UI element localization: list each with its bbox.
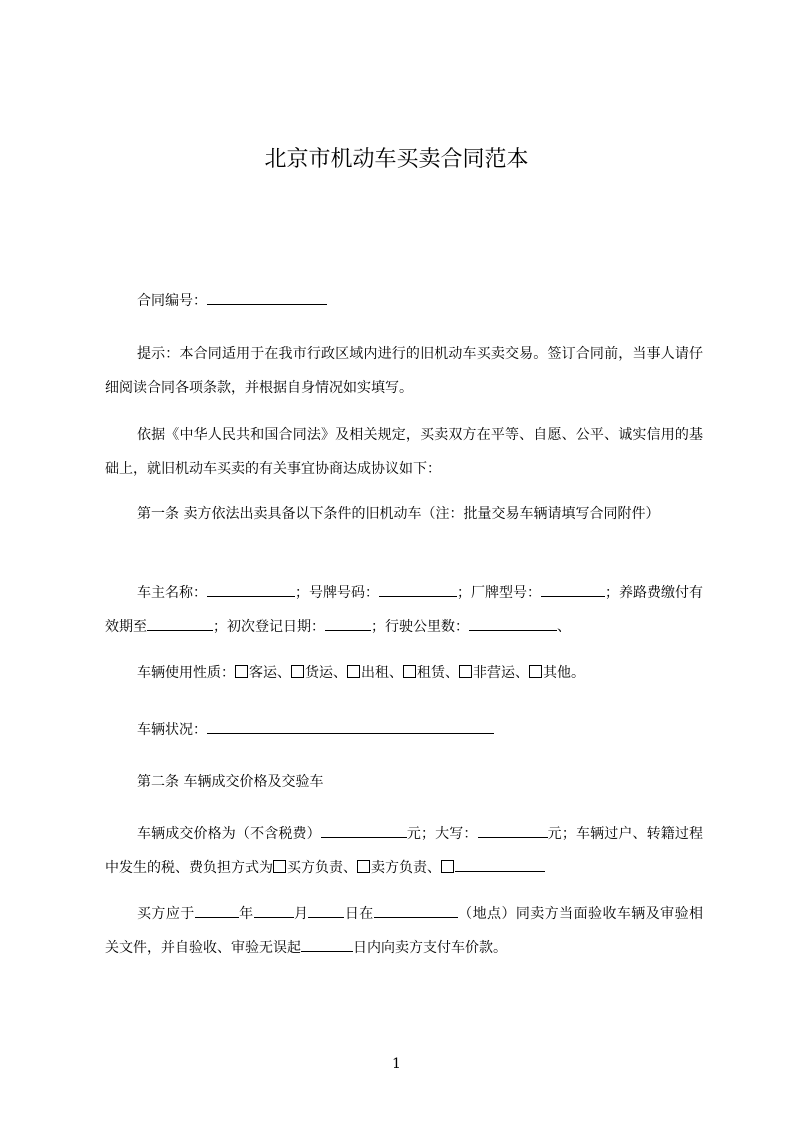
separator: 、 (389, 665, 403, 681)
seller-pays-label: 卖方负责 (371, 860, 427, 876)
article-1-heading: 第一条 卖方依法出卖具备以下条件的旧机动车（注：批量交易车辆请填写合同附件） (137, 506, 660, 522)
payment-text: 日内向卖方支付车价款。 (353, 940, 507, 956)
separator: 、 (445, 665, 459, 681)
checkbox-other-payer[interactable] (441, 860, 454, 873)
document-title: 北京市机动车买卖合同范本 (264, 147, 529, 172)
usage-option-non-operating: 非营运 (473, 665, 515, 681)
article-2-heading: 第二条 车辆成交价格及交验车 (137, 774, 324, 790)
inspection-label: 买方应于 (137, 906, 195, 922)
registration-label: ；初次登记日期： (213, 619, 325, 635)
usage-end: 。 (571, 665, 585, 681)
checkbox-taxi[interactable] (347, 665, 360, 678)
year-blank[interactable] (195, 905, 239, 918)
price-tax-label: 元；车辆过户、转籍过程中发生的税、费负担方式为 (105, 826, 704, 876)
plate-blank[interactable] (379, 584, 457, 597)
usage-label: 车辆使用性质： (137, 665, 235, 681)
checkbox-lease[interactable] (403, 665, 416, 678)
day-blank[interactable] (308, 905, 344, 918)
inspection-text: （地点）同卖方当面验收车辆及审验相关文件，并自验收、审验无误起 (105, 906, 704, 956)
contract-number-label: 合同编号： (137, 293, 207, 309)
price-paragraph (105, 817, 703, 885)
model-blank[interactable] (541, 584, 605, 597)
separator: 、 (333, 665, 347, 681)
vehicle-info-end: 、 (557, 619, 571, 635)
vehicle-status-line (105, 713, 703, 747)
year-label: 年 (238, 906, 254, 922)
owner-blank[interactable] (207, 584, 295, 597)
usage-option-other: 其他 (543, 665, 571, 681)
mileage-label: ；行驶公里数： (371, 619, 469, 635)
month-blank[interactable] (254, 905, 294, 918)
buyer-pays-label: 买方负责 (287, 860, 343, 876)
checkbox-other[interactable] (529, 665, 542, 678)
separator: 、 (277, 665, 291, 681)
usage-line (105, 656, 703, 690)
checkbox-seller-pays[interactable] (357, 860, 370, 873)
location-blank[interactable] (374, 905, 458, 918)
price-uppercase-blank[interactable] (478, 825, 548, 838)
road-fee-label: ；养路费缴付有效期至 (105, 585, 703, 635)
month-label: 月 (293, 906, 309, 922)
vehicle-status-label: 车辆状况： (137, 722, 207, 738)
usage-option-passenger: 客运 (249, 665, 277, 681)
checkbox-passenger[interactable] (235, 665, 248, 678)
other-payer-blank[interactable] (455, 859, 545, 872)
basis-paragraph: 依据《中华人民共和国合同法》及相关规定，买卖双方在平等、自愿、公平、诚实信用的基础上，就旧机动车买卖的有关事宜协商达成协议如下： (105, 427, 703, 477)
contract-number-blank[interactable] (207, 292, 327, 305)
payment-days-blank[interactable] (301, 939, 353, 952)
inspection-paragraph (105, 897, 703, 965)
checkbox-non-operating[interactable] (459, 665, 472, 678)
tip-paragraph: 提示：本合同适用于在我市行政区域内进行的旧机动车买卖交易。签订合同前，当事人请仔细阅读合同各项条款，并根据自身情况如实填写。 (105, 346, 703, 396)
usage-option-taxi: 出租 (361, 665, 389, 681)
price-uppercase-label: 元；大写： (406, 826, 478, 842)
contract-number-line (105, 284, 703, 318)
plate-label: ；号牌号码： (295, 585, 379, 601)
price-label: 车辆成交价格为（不含税费） (137, 826, 321, 842)
registration-blank[interactable] (325, 618, 371, 631)
separator: 、 (343, 860, 357, 876)
checkbox-freight[interactable] (291, 665, 304, 678)
separator: 、 (427, 860, 441, 876)
road-fee-blank[interactable] (147, 618, 213, 631)
price-blank[interactable] (321, 825, 407, 838)
vehicle-status-blank[interactable] (207, 721, 494, 734)
vehicle-info-paragraph (105, 576, 703, 644)
usage-option-lease: 租赁 (417, 665, 445, 681)
page-number: 1 (392, 1056, 401, 1072)
day-label: 日在 (344, 906, 374, 922)
separator: 、 (515, 665, 529, 681)
checkbox-buyer-pays[interactable] (273, 860, 286, 873)
usage-option-freight: 货运 (305, 665, 333, 681)
mileage-blank[interactable] (469, 618, 557, 631)
model-label: ；厂牌型号： (457, 585, 541, 601)
owner-label: 车主名称： (137, 585, 207, 601)
